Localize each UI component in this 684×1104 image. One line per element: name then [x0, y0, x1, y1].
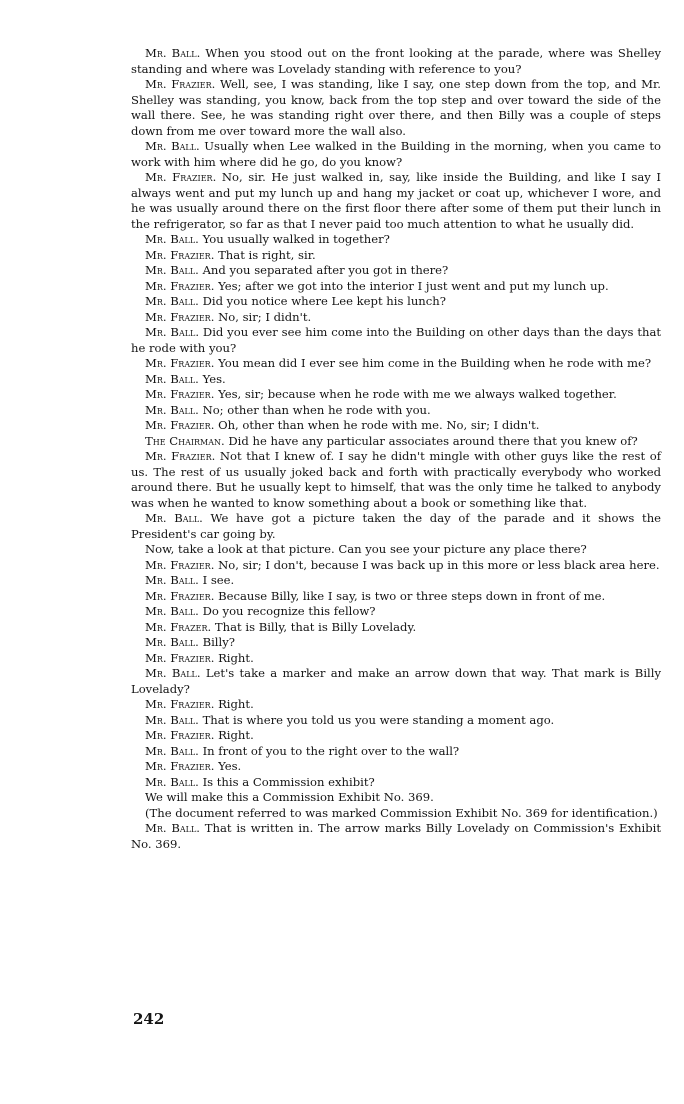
- utterance-text: No; other than when he rode with you.: [202, 402, 431, 417]
- transcript-paragraph: [131, 449, 661, 511]
- speaker-label: Mr. Ball.: [145, 371, 199, 386]
- utterance-text: We have got a picture taken the day of the parade and it shows the President's car going by.: [131, 511, 662, 541]
- speaker-label: Mr. Ball.: [145, 294, 199, 308]
- transcript-paragraph: [131, 775, 661, 791]
- transcript-paragraph: [131, 248, 661, 264]
- utterance-text: Did you notice where Lee kept his lunch?: [202, 294, 446, 308]
- transcript-paragraph: [131, 294, 661, 310]
- transcript-paragraph: [131, 790, 661, 806]
- speaker-label: Mr. Frazier.: [145, 77, 216, 91]
- transcript-paragraph: [131, 387, 661, 403]
- utterance-text: Oh, other than when he rode with me. No, sir; I didn't.: [218, 418, 540, 432]
- transcript-paragraph: [131, 558, 661, 574]
- utterance-text: Right.: [218, 697, 254, 711]
- transcript-paragraph: [131, 573, 661, 589]
- utterance-text: No, sir. He just walked in, say, like inside the Building, and like I say I always went and put my lunch up and hang my jacket or coat up, whichever I wore, and he was usually around there on the first floor there after some of them put their lunch in the refrigerator, so far as that I never paid too much attention to what he usually did.: [131, 170, 662, 231]
- transcript-body: [131, 46, 661, 852]
- speaker-label: Mr. Ball.: [145, 635, 199, 649]
- speaker-label: Mr. Frazier.: [145, 449, 216, 463]
- transcript-paragraph: [131, 821, 661, 852]
- speaker-label: Mr. Frazier.: [145, 170, 217, 184]
- speaker-label: Mr. Frazier.: [145, 650, 215, 665]
- transcript-paragraph: [131, 46, 661, 77]
- utterance-text: Do you recognize this fellow?: [202, 604, 376, 618]
- transcript-paragraph: [131, 744, 661, 760]
- utterance-text: That is right, sir.: [218, 247, 316, 262]
- transcript-paragraph: [131, 620, 661, 636]
- transcript-paragraph: [131, 356, 661, 372]
- transcript-paragraph: [131, 759, 661, 775]
- utterance-text: (The document referred to was marked Commission Exhibit No. 369 for identification.): [145, 805, 658, 820]
- speaker-label: Mr. Frazier.: [145, 728, 215, 742]
- transcript-paragraph: [131, 728, 661, 744]
- utterance-text: I see.: [202, 573, 235, 587]
- utterance-text: Now, take a look at that picture. Can you see your picture any place there?: [145, 542, 587, 556]
- speaker-label: Mr. Ball.: [145, 402, 199, 417]
- speaker-label: Mr. Ball.: [145, 604, 199, 618]
- utterance-text: Let's take a marker and make an arrow down that way. That mark is Billy Lovelady?: [131, 666, 661, 696]
- transcript-paragraph: [131, 589, 661, 605]
- transcript-paragraph: [131, 542, 661, 558]
- speaker-label: Mr. Frazier.: [145, 356, 215, 370]
- transcript-paragraph: [131, 511, 661, 542]
- transcript-paragraph: [131, 325, 661, 356]
- transcript-paragraph: [131, 77, 661, 139]
- utterance-text: Yes; after we got into the interior I just went and put my lunch up.: [218, 278, 609, 293]
- speaker-label: Mr. Frazier.: [145, 278, 215, 293]
- utterance-text: That is written in. The arrow marks Billy Lovelady on Commission's Exhibit No. 369.: [131, 821, 662, 851]
- speaker-label: Mr. Frazer.: [145, 619, 212, 634]
- transcript-paragraph: [131, 279, 661, 295]
- speaker-label: Mr. Frazier.: [145, 387, 215, 401]
- transcript-paragraph: [131, 651, 661, 667]
- utterance-text: No, sir; I didn't.: [218, 309, 312, 324]
- speaker-label: Mr. Ball.: [145, 573, 199, 587]
- speaker-label: The Chairman.: [145, 433, 225, 448]
- speaker-label: Mr. Frazier.: [145, 588, 215, 603]
- transcript-paragraph: [131, 139, 661, 170]
- speaker-label: Mr. Ball.: [145, 666, 201, 680]
- utterance-text: That is Billy, that is Billy Lovelady.: [214, 619, 417, 634]
- speaker-label: Mr. Frazier.: [145, 247, 215, 262]
- transcript-paragraph: [131, 697, 661, 713]
- transcript-paragraph: [131, 372, 661, 388]
- speaker-label: Mr. Ball.: [145, 139, 200, 153]
- utterance-text: Because Billy, like I say, is two or three steps down in front of me.: [218, 588, 606, 603]
- utterance-text: Usually when Lee walked in the Building in the morning, when you came to work with him where did he go, do you know?: [131, 139, 662, 169]
- utterance-text: You usually walked in together?: [202, 232, 390, 246]
- utterance-text: Yes, sir; because when he rode with me we always walked together.: [218, 387, 617, 401]
- transcript-paragraph: [131, 635, 661, 651]
- speaker-label: Mr. Frazier.: [145, 418, 215, 432]
- transcript-paragraph: [131, 434, 661, 450]
- speaker-label: Mr. Ball.: [145, 821, 200, 835]
- transcript-paragraph: [131, 666, 661, 697]
- utterance-text: Not that I knew of. I say he didn't mingle with other guys like the rest of us. The rest of us usually joked back and forth with practically everybody who worked around there. But he usually kept to himself, that was the only time he talked to anybody was when he wanted to know something about a book or something like that.: [131, 449, 661, 510]
- utterance-text: Did you ever see him come into the Building on other days than the days that he rode with you?: [131, 325, 662, 355]
- speaker-label: Mr. Ball.: [145, 712, 199, 727]
- speaker-label: Mr. Frazier.: [145, 759, 215, 773]
- utterance-text: You mean did I ever see him come in the Building when he rode with me?: [218, 356, 652, 370]
- transcript-paragraph: [131, 604, 661, 620]
- utterance-text: Did he have any particular associates around there that you knew of?: [228, 433, 638, 448]
- utterance-text: Right.: [218, 650, 254, 665]
- utterance-text: We will make this a Commission Exhibit No. 369.: [145, 790, 434, 804]
- speaker-label: Mr. Ball.: [145, 743, 199, 758]
- speaker-label: Mr. Ball.: [145, 325, 200, 339]
- transcript-paragraph: [131, 263, 661, 279]
- utterance-text: No, sir; I don't, because I was back up in this more or less black area here.: [218, 557, 660, 572]
- speaker-label: Mr. Frazier.: [145, 697, 215, 711]
- transcript-paragraph: [131, 806, 661, 822]
- utterance-text: When you stood out on the front looking at the parade, where was Shelley standing and where was Lovelady standing with reference to you?: [131, 46, 662, 76]
- speaker-label: Mr. Ball.: [145, 232, 199, 246]
- transcript-paragraph: [131, 403, 661, 419]
- transcript-paragraph: [131, 170, 661, 232]
- page-number: 242: [133, 1010, 165, 1028]
- speaker-label: Mr. Frazier.: [145, 557, 215, 572]
- speaker-label: Mr. Ball.: [145, 263, 199, 277]
- transcript-paragraph: [131, 232, 661, 248]
- utterance-text: That is where you told us you were standing a moment ago.: [202, 712, 555, 727]
- utterance-text: In front of you to the right over to the wall?: [202, 743, 460, 758]
- utterance-text: Well, see, I was standing, like I say, one step down from the top, and Mr. Shelley was standing, you know, back from the top step and over toward the side of the wall there. See, he was standing right over there, and then Billy was a couple of steps down from me over toward more the wall also.: [131, 77, 661, 138]
- transcript-paragraph: [131, 713, 661, 729]
- utterance-text: Yes.: [218, 759, 242, 773]
- utterance-text: Is this a Commission exhibit?: [202, 774, 375, 789]
- utterance-text: Right.: [218, 728, 254, 742]
- utterance-text: Billy?: [202, 635, 235, 649]
- utterance-text: Yes.: [202, 371, 226, 386]
- speaker-label: Mr. Ball.: [145, 511, 203, 525]
- speaker-label: Mr. Frazier.: [145, 309, 215, 324]
- transcript-paragraph: [131, 418, 661, 434]
- transcript-paragraph: [131, 310, 661, 326]
- speaker-label: Mr. Ball.: [145, 46, 201, 60]
- utterance-text: And you separated after you got in there?: [202, 263, 449, 277]
- speaker-label: Mr. Ball.: [145, 774, 199, 789]
